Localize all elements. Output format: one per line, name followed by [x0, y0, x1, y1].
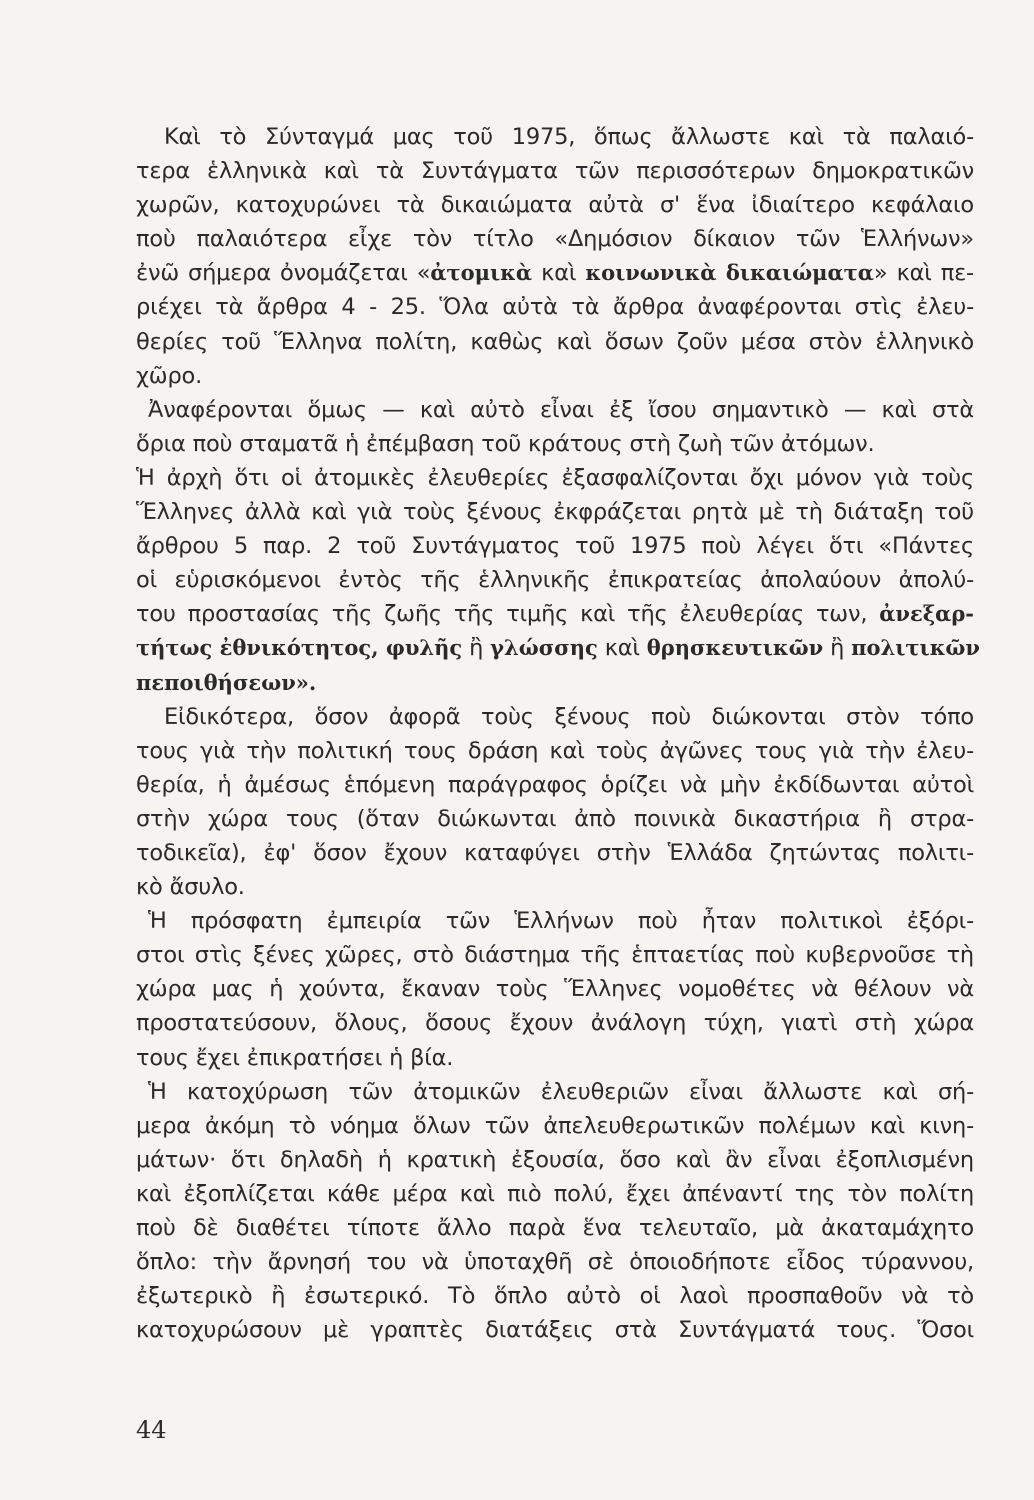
- text-line: Ἡ ἀρχὴ ὅτι οἱ ἀτομικὲς ἐλευθερίες ἐξασφαλίζονται ὄχι μόνον γιὰ τοὺς: [136, 464, 974, 491]
- text-line: τους γιὰ τὴν πολιτική τους δράση καὶ τοὺς ἀγῶνες τους γιὰ τὴν ἐλευ-: [136, 737, 974, 764]
- text-line: κὸ ἄσυλο.: [136, 874, 245, 901]
- text-line: στοι στὶς ξένες χῶρες, στὸ διάστημα τῆς ἑπταετίας ποὺ κυβερνοῦσε τὴ: [136, 942, 974, 969]
- text-line: ἐνῶ σήμερα ὀνομάζεται «ἀτομικὰ καὶ κοινωνικὰ δικαιώματα» καὶ πε-: [136, 260, 974, 287]
- text-line: κατοχυρώσουν μὲ γραπτὲς διατάξεις στὰ Συντάγματά τους. Ὅσοι: [136, 1317, 974, 1344]
- text-line: χώρα μας ἡ χούντα, ἔκαναν τοὺς Ἕλληνες νομοθέτες νὰ θέλουν νὰ: [136, 976, 974, 1003]
- text-line: θερίες τοῦ Ἕλληνα πολίτη, καθὼς καὶ ὅσων ζοῦν μέσα στὸν ἑλληνικὸ: [136, 328, 974, 355]
- text-line: Ἕλληνες ἀλλὰ καὶ γιὰ τοὺς ξένους ἐκφράζεται ρητὰ μὲ τὴ διάταξη τοῦ: [136, 499, 974, 526]
- text-line: του προστασίας τῆς ζωῆς τῆς τιμῆς καὶ τῆς ἐλευθερίας των, ἀνεξαρ-: [136, 601, 974, 628]
- text-line: ποὺ παλαιότερα εἶχε τὸν τίτλο «Δημόσιον δίκαιον τῶν Ἑλλήνων»: [136, 226, 974, 253]
- text-line: Εἰδικότερα, ὅσον ἀφορᾶ τοὺς ξένους ποὺ διώκονται στὸν τόπο: [164, 703, 974, 730]
- text-line: ἐξωτερικὸ ἢ ἐσωτερικό. Τὸ ὅπλο αὐτὸ οἱ λαοὶ προσπαθοῦν νὰ τὸ: [136, 1283, 974, 1310]
- bold-term: πεποιθήσεων».: [136, 669, 317, 695]
- text-line: χωρῶν, κατοχυρώνει τὰ δικαιώματα αὐτὰ σ' ἕνα ἰδιαίτερο κεφάλαιο: [136, 192, 974, 219]
- text-line: μάτων· ὅτι δηλαδὴ ἡ κρατικὴ ἐξουσία, ὅσο καὶ ἂν εἶναι ἐξοπλισμένη: [136, 1146, 974, 1173]
- text-line: ριέχει τὰ ἄρθρα 4 - 25. Ὅλα αὐτὰ τὰ ἄρθρα ἀναφέρονται στὶς ἐλευ-: [136, 294, 974, 321]
- page-number: 44: [136, 1416, 167, 1444]
- text-line: καὶ ἐξοπλίζεται κάθε μέρα καὶ πιὸ πολύ, ἔχει ἀπέναντί της τὸν πολίτη: [136, 1180, 974, 1207]
- text-line: ὅρια ποὺ σταματᾶ ἡ ἐπέμβαση τοῦ κράτους στὴ ζωὴ τῶν ἀτόμων.: [136, 430, 875, 457]
- text-line: Ἡ κατοχύρωση τῶν ἀτομικῶν ἐλευθεριῶν εἶναι ἄλλωστε καὶ σή-: [148, 1078, 974, 1105]
- text-line: θερία, ἡ ἀμέσως ἑπόμενη παράγραφος ὁρίζει νὰ μὴν ἐκδίδωνται αὐτοὶ: [136, 771, 974, 798]
- text-line: χῶρο.: [136, 362, 203, 389]
- text-line: τήτως ἐθνικότητος, φυλῆς ἢ γλώσσης καὶ θρησκευτικῶν ἢ πολιτικῶν: [136, 635, 981, 662]
- text-line: Ἡ πρόσφατη ἐμπειρία τῶν Ἑλλήνων ποὺ ἦταν πολιτικοὶ ἐξόρι-: [148, 908, 974, 935]
- bold-term: γλώσσης: [490, 635, 598, 661]
- bold-term: πολιτικῶν: [851, 635, 981, 661]
- text-line: Ἀναφέρονται ὅμως — καὶ αὐτὸ εἶναι ἐξ ἴσου σημαντικὸ — καὶ στὰ: [148, 396, 974, 423]
- text-line: τερα ἑλληνικὰ καὶ τὰ Συντάγματα τῶν περισσότερων δημοκρατικῶν: [136, 158, 974, 185]
- body-text: [136, 120, 981, 1347]
- text-line: ἄρθρου 5 παρ. 2 τοῦ Συντάγματος τοῦ 1975 ποὺ λέγει ὅτι «Πάντες: [136, 533, 974, 560]
- bold-term: κοινωνικὰ δικαιώματα: [585, 260, 874, 286]
- bold-term: θρησκευτικῶν: [646, 635, 824, 661]
- text-line: τοδικεῖα), ἐφ' ὅσον ἔχουν καταφύγει στὴν Ἑλλάδα ζητώντας πολιτι-: [136, 839, 974, 866]
- bold-term: ἀτομικὰ: [430, 260, 533, 286]
- text-line: προστατεύσουν, ὅλους, ὅσους ἔχουν ἀνάλογη τύχη, γιατὶ στὴ χώρα: [136, 1010, 974, 1037]
- bold-term: ἀνεξαρ-: [879, 601, 974, 627]
- bold-term: τήτως ἐθνικότητος, φυλῆς: [136, 635, 463, 661]
- text-line: [136, 666, 974, 700]
- text-line: οἱ εὑρισκόμενοι ἐντὸς τῆς ἑλληνικῆς ἐπικρατείας ἀπολαύουν ἀπολύ-: [136, 567, 974, 594]
- text-line: ποὺ δὲ διαθέτει τίποτε ἄλλο παρὰ ἕνα τελευταῖο, μὰ ἀκαταμάχητο: [136, 1215, 974, 1241]
- text-line: Καὶ τὸ Σύνταγμά μας τοῦ 1975, ὅπως ἄλλωστε καὶ τὰ παλαιό-: [164, 124, 974, 150]
- text-line: ὅπλο: τὴν ἄρνησή του νὰ ὑποταχθῆ σὲ ὁποιοδήποτε εἶδος τύραννου,: [136, 1249, 974, 1276]
- text-line: τους ἔχει ἐπικρατήσει ἡ βία.: [136, 1044, 454, 1071]
- text-line: στὴν χώρα τους (ὅταν διώκωνται ἀπὸ ποινικὰ δικαστήρια ἢ στρα-: [136, 805, 974, 832]
- text-line: μερα ἀκόμη τὸ νόημα ὅλων τῶν ἀπελευθερωτικῶν πολέμων καὶ κινη-: [136, 1112, 974, 1139]
